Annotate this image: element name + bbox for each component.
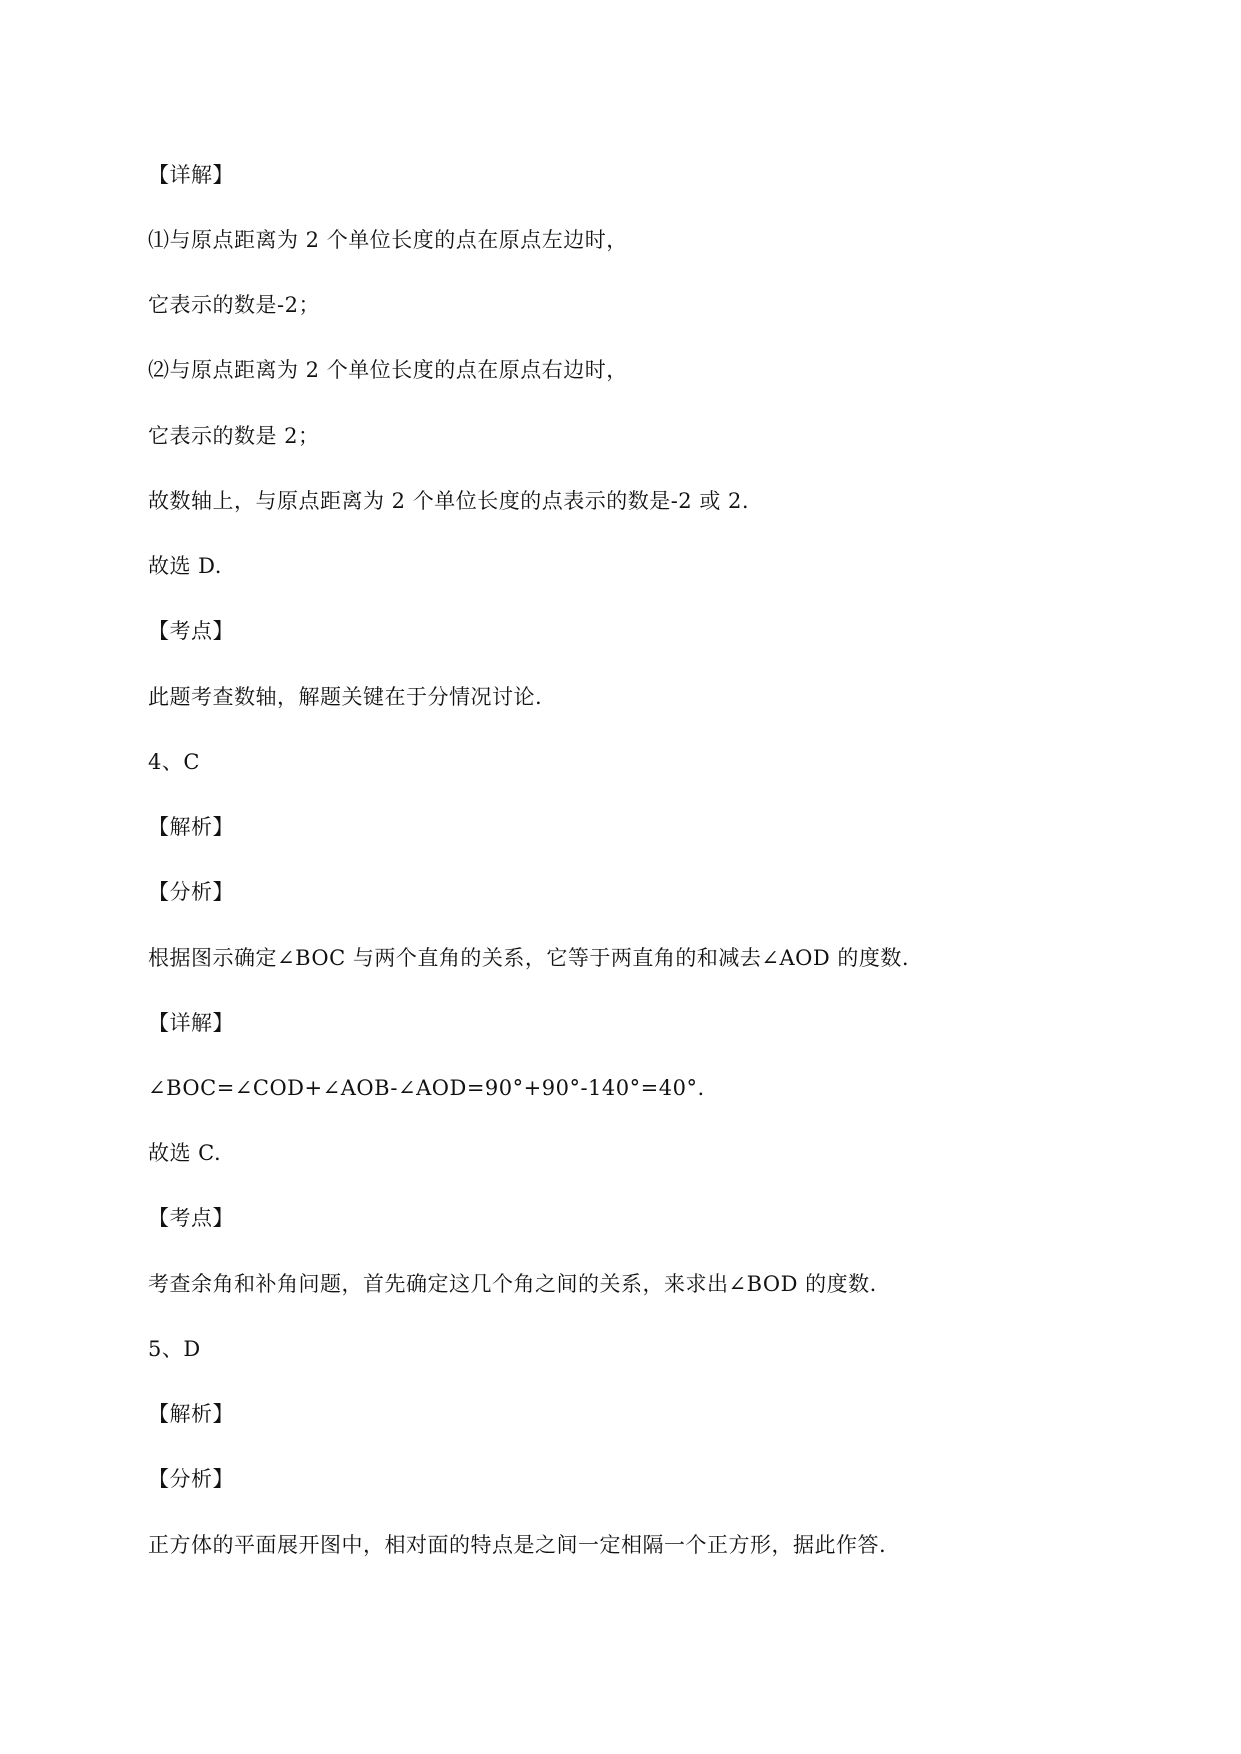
text-line: 它表示的数是 2； xyxy=(148,424,320,448)
question-answer: 4、C xyxy=(148,750,200,774)
text-line: ⑵与原点距离为 2 个单位长度的点在原点右边时， xyxy=(148,358,628,382)
text-line: 此题考查数轴，解题关键在于分情况讨论. xyxy=(148,685,543,709)
question-answer: 5、D xyxy=(148,1337,201,1361)
text-line: 故数轴上，与原点距离为 2 个单位长度的点表示的数是-2 或 2. xyxy=(148,489,750,513)
section-heading-detail: 【详解】 xyxy=(148,1011,234,1035)
section-heading-exam-point: 【考点】 xyxy=(148,1206,234,1230)
section-heading-explanation: 【解析】 xyxy=(148,1402,234,1426)
text-line: 考查余角和补角问题，首先确定这几个角之间的关系，来求出∠BOD 的度数. xyxy=(148,1272,877,1296)
text-line: ⑴与原点距离为 2 个单位长度的点在原点左边时， xyxy=(148,228,628,252)
section-heading-exam-point: 【考点】 xyxy=(148,619,234,643)
text-line: 它表示的数是-2； xyxy=(148,293,320,317)
text-line: 故选 C. xyxy=(148,1141,222,1165)
formula-line: ∠BOC=∠COD+∠AOB-∠AOD=90°+90°-140°=40°. xyxy=(148,1076,705,1100)
section-heading-explanation: 【解析】 xyxy=(148,815,234,839)
text-line: 根据图示确定∠BOC 与两个直角的关系，它等于两直角的和减去∠AOD 的度数. xyxy=(148,946,910,970)
section-heading-analysis: 【分析】 xyxy=(148,880,234,904)
text-line: 正方体的平面展开图中，相对面的特点是之间一定相隔一个正方形，据此作答. xyxy=(148,1533,887,1557)
text-line: 故选 D. xyxy=(148,554,222,578)
section-heading-analysis: 【分析】 xyxy=(148,1467,234,1491)
section-heading-detail: 【详解】 xyxy=(148,163,234,187)
